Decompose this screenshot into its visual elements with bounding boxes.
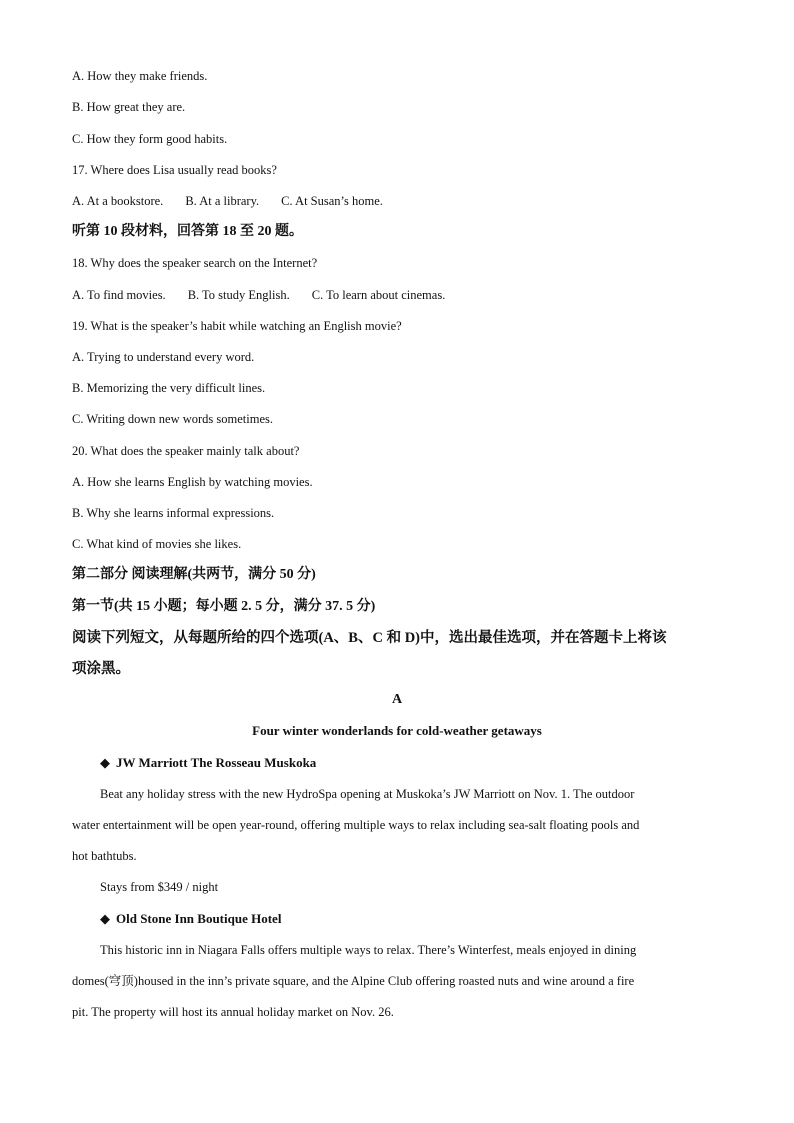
item1-text-line1: Beat any holiday stress with the new HydroSpa opening at Muskoka’s JW Marriott on Nov. 1. The outdoor	[100, 787, 635, 801]
diamond-bullet-icon: ◆	[100, 911, 110, 926]
q17-options	[72, 193, 383, 209]
passage-title: Four winter wonderlands for cold-weather getaways	[252, 723, 542, 738]
section10-instruction: 听第 10 段材料，回答第 18 至 20 题。	[72, 224, 303, 239]
q19-option-b: B. Memorizing the very difficult lines.	[72, 381, 266, 395]
q16-option-a: A. How they make friends.	[72, 69, 208, 83]
q18-option-b: B. To study English.	[187, 288, 290, 302]
part-title: 第二部分 阅读理解(共两节，满分 50 分)	[72, 567, 316, 582]
item2-text-line3: pit. The property will host its annual holiday market on Nov. 26.	[72, 1005, 394, 1019]
q20-option-b: B. Why she learns informal expressions.	[72, 506, 275, 520]
item1-heading	[100, 755, 316, 771]
passage-letter: A	[391, 692, 403, 707]
reading-instruction-line2: 项涂黑。	[72, 661, 130, 677]
q17-option-a: A. At a bookstore.	[72, 194, 164, 208]
q16-option-c: C. How they form good habits.	[72, 132, 228, 146]
q17-option-b: B. At a library.	[185, 194, 260, 208]
item2-text-line1: This historic inn in Niagara Falls offers multiple ways to relax. There’s Winterfest, meals enjoyed in dining	[100, 943, 637, 957]
q20-option-c: C. What kind of movies she likes.	[72, 537, 242, 551]
q18-option-a: A. To find movies.	[72, 288, 166, 302]
q19-question: 19. What is the speaker’s habit while watching an English movie?	[72, 319, 402, 333]
q18-question: 18. Why does the speaker search on the Internet?	[72, 256, 318, 270]
q17-option-c: C. At Susan’s home.	[281, 194, 383, 208]
q20-question: 20. What does the speaker mainly talk about?	[72, 444, 300, 458]
q19-option-c: C. Writing down new words sometimes.	[72, 412, 273, 426]
reading-instruction-line1: 阅读下列短文，从每题所给的四个选项(A、B、C 和 D)中，选出最佳选项，并在答题卡上将该	[72, 630, 667, 646]
q16-option-b: B. How great they are.	[72, 100, 186, 114]
item1-price: Stays from $349 / night	[100, 880, 219, 894]
item1-text-line3: hot bathtubs.	[72, 849, 137, 863]
item2-name: Old Stone Inn Boutique Hotel	[116, 911, 282, 926]
diamond-bullet-icon: ◆	[100, 755, 110, 770]
item2-text-line2: domes(穹顶)housed in the inn’s private square, and the Alpine Club offering roasted nuts and wine around a fire	[72, 974, 635, 988]
q17-question: 17. Where does Lisa usually read books?	[72, 163, 277, 177]
q18-option-c: C. To learn about cinemas.	[311, 288, 446, 302]
item2-heading	[100, 911, 281, 927]
q19-option-a: A. Trying to understand every word.	[72, 350, 255, 364]
section-title: 第一节(共 15 小题；每小题 2. 5 分，满分 37. 5 分)	[72, 599, 376, 614]
item1-text-line2: water entertainment will be open year-round, offering multiple ways to relax including sea-salt floating pools and	[72, 818, 640, 832]
q20-option-a: A. How she learns English by watching movies.	[72, 475, 313, 489]
item1-name: JW Marriott The Rosseau Muskoka	[116, 755, 317, 770]
q18-options	[72, 287, 445, 303]
